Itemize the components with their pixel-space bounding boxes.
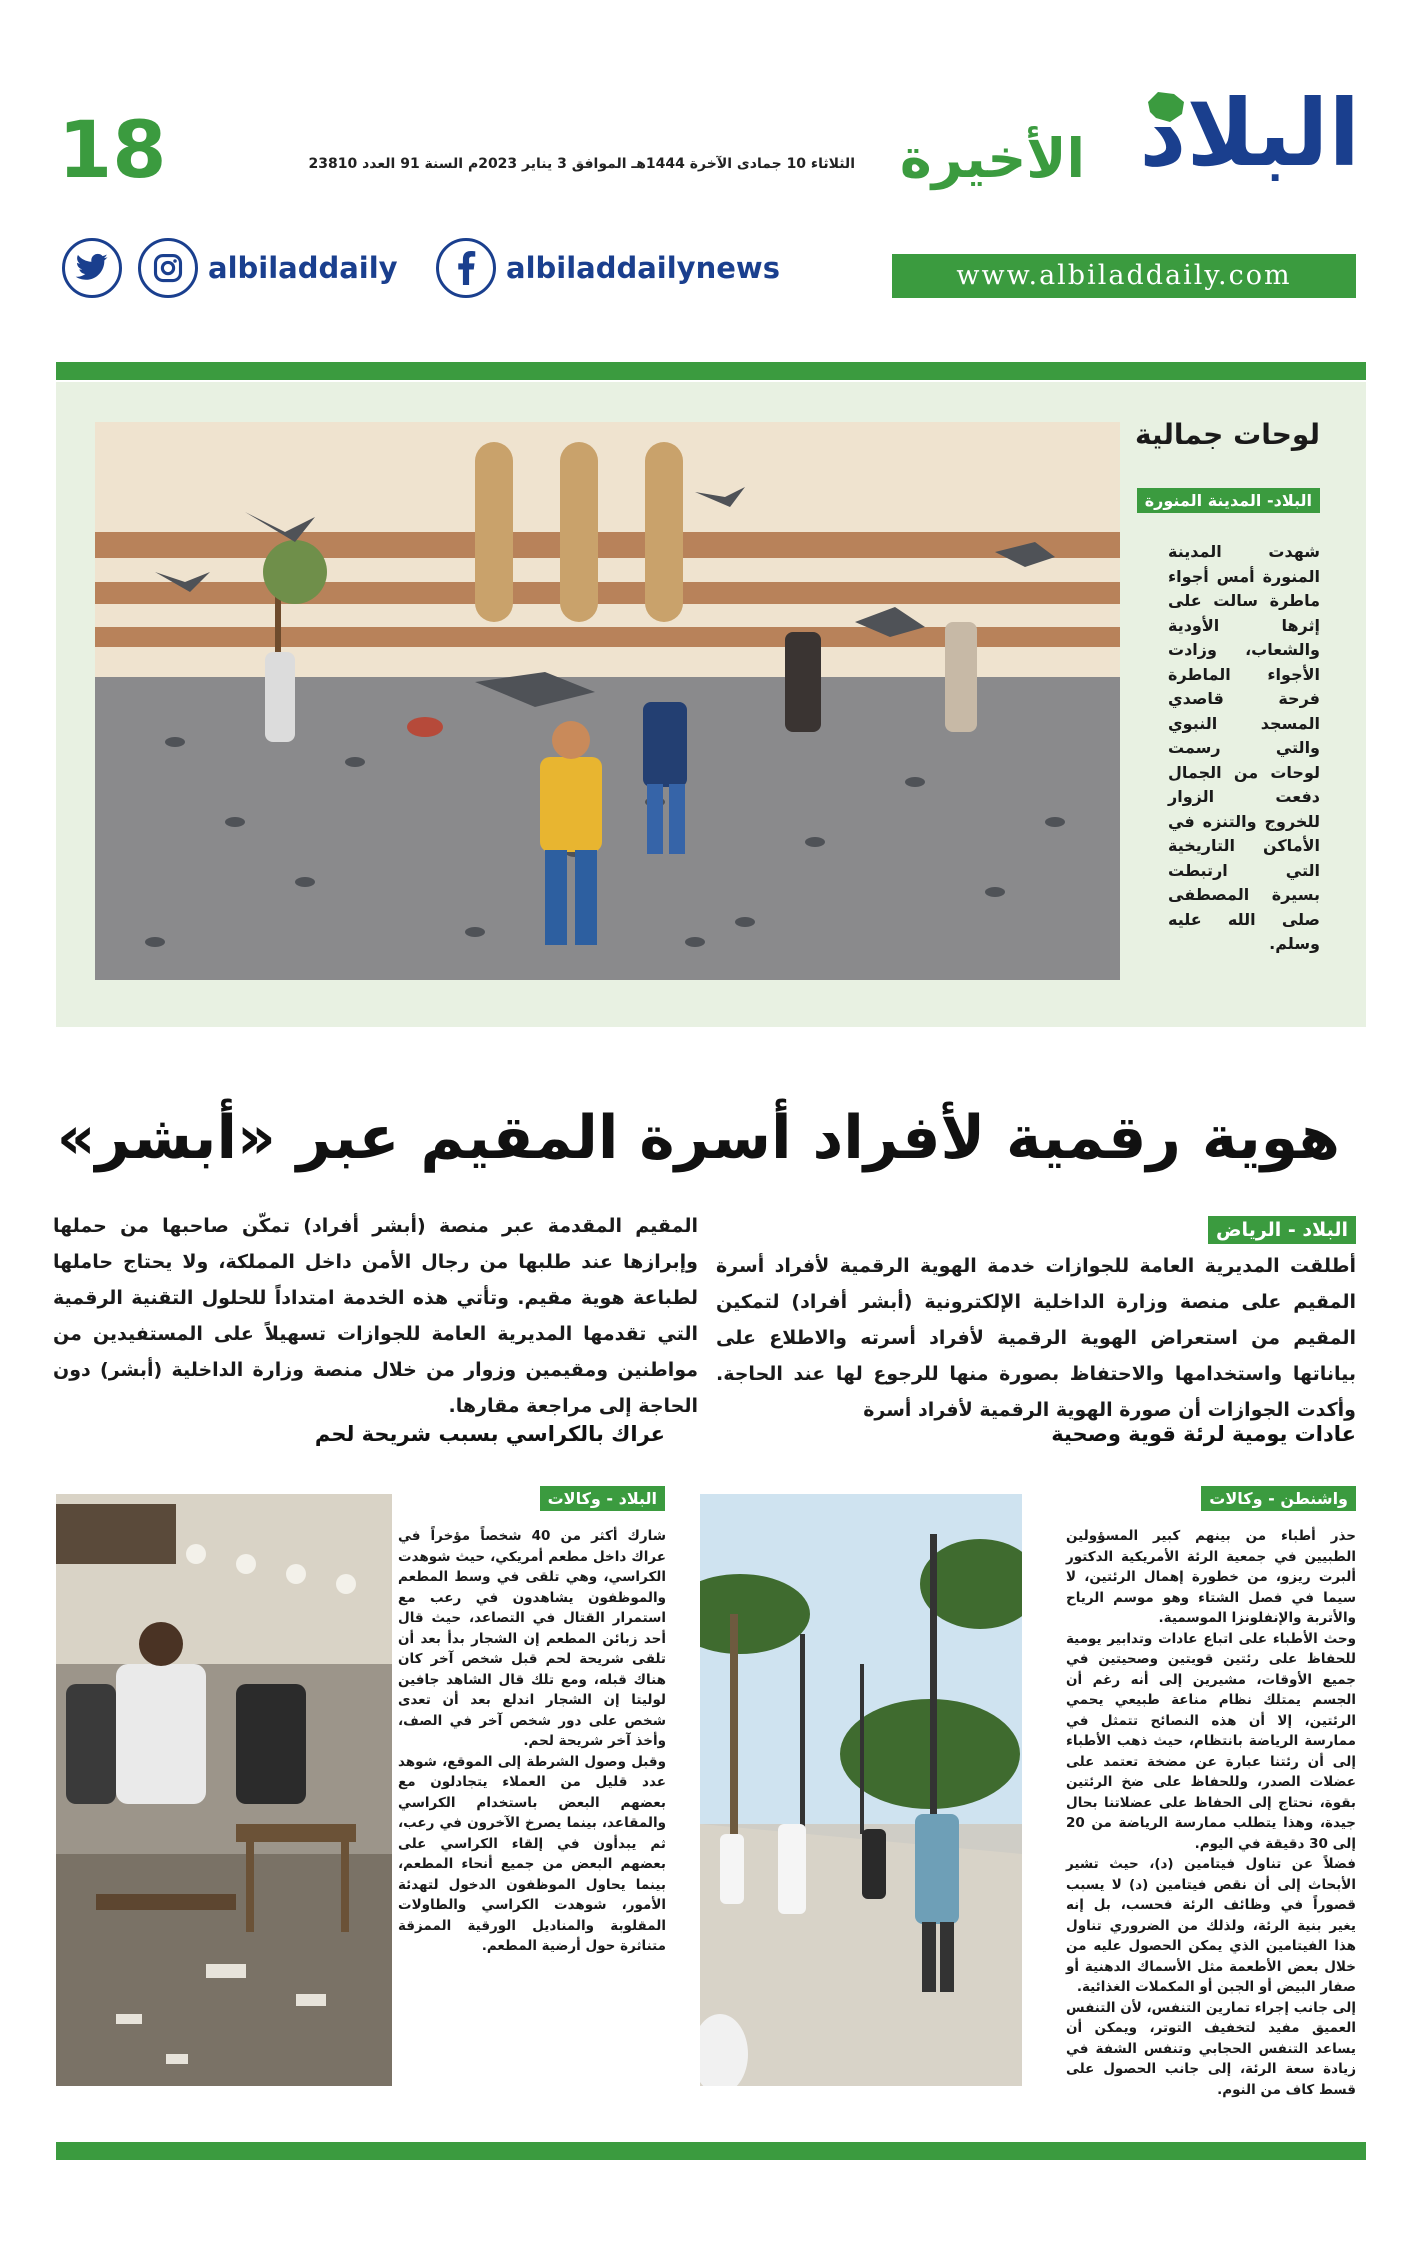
- feature-tag-label: البلاد- المدينة المنورة: [1137, 488, 1320, 513]
- logo-main-text: البلاد: [1139, 80, 1360, 187]
- instagram-icon: [138, 238, 198, 298]
- bottom-divider: [56, 2142, 1366, 2160]
- health-story-tag: [1201, 1486, 1356, 1511]
- twitter-icon: [62, 238, 122, 298]
- logo-sub-text: الأخيرة: [899, 127, 1085, 190]
- facebook-handle: albiladdailynews: [506, 251, 780, 285]
- health-photo-walkers: [700, 1494, 1022, 2086]
- health-story-title[interactable]: عادات يومية لرئة قوية وصحية: [1051, 1422, 1356, 1446]
- fight-story-tag: [540, 1486, 665, 1511]
- health-body-p2: وحث الأطباء على اتباع عادات وتدابير يومية للحفاظ على رئتين قويتين وصحيتين في جميع الأوقات، مشيرين إلى أنه رغم أن الجسم يمتلك نظام مناعة طبيعي يحمي الرئتين، إلا أن هذه النصائح تتمثل في ممارسة الرياضة بانتظام، حيث ذهب الأطباء إلى أن رئتنا عبارة عن مضخة تعتمد على عضلات الصدر، وللحفاظ على ضخ الرئتين بقوة، نحتاج إلى الحفاظ على عضلاتنا بحال جيدة، وهذا يتطلب ممارسة الرياضة من 20 إلى 30 دقيقة في اليوم.: [1066, 1630, 1356, 1852]
- fight-photo-restaurant: [56, 1494, 392, 2086]
- fight-story-body: [398, 1526, 666, 1957]
- fight-story-title[interactable]: عراك بالكراسي بسبب شريحة لحم: [314, 1422, 665, 1446]
- fight-story-tag-label: البلاد - وكالات: [540, 1486, 665, 1511]
- fight-body-p1: شارك أكثر من 40 شخصاً مؤخراً في عراك داخل مطعم أمريكي، حيث شوهدت الكراسي، وهي تلقى في وسط المطعم والموظفون يشاهدون في رعب مع استمرار القتال في التصاعد، حيث قال أحد زبائن المطعم إن الشجار بدأ بعد أن تلقى شريحة لحم قبل شخص آخر كان هناك قبله، ومع تلك قال الشاهد جافين لوليتا إن الشجار اندلع بعد أن تعدى شخص على دور شخص آخر في الصف، وأخذ آخر شريحة لحم.: [398, 1528, 666, 1749]
- health-body-p3: فضلاً عن تناول فيتامين (د)، حيث تشير الأبحاث إلى أن نقص فيتامين (د) لا يسبب قصوراً في وظائف الرئة فحسب، بل إنه يغير بنية الرئة، ولذلك من الضروري تناول هذا الفيتامين الذي يمكن الحصول عليه من خلال بعض الأطعمة مثل الأسماك الدهنية أو صفار البيض أو الجبن أو المكملات الغذائية.: [1066, 1856, 1356, 1995]
- instagram-handle: albiladdaily: [208, 251, 398, 285]
- facebook-icon: [436, 238, 496, 298]
- health-story-body: [1066, 1526, 1356, 2100]
- main-headline[interactable]: هوية رقمية لأفراد أسرة المقيم عبر «أبشر»: [56, 1103, 1340, 1173]
- health-story-tag-label: واشنطن - وكالات: [1201, 1486, 1356, 1511]
- website-url[interactable]: www.albiladdaily.com: [892, 254, 1356, 298]
- facebook-link[interactable]: [436, 236, 780, 300]
- top-divider: [56, 362, 1366, 380]
- health-body-p4: إلى جانب إجراء تمارين التنفس، لأن التنفس العميق مفيد لتخفيف التوتر، ويمكن أن يساعد التنفس الحجابي وتنفس الشفة في زيادة سعة الرئة، إلى جانب الحصول على قسط كاف من النوم.: [1066, 1999, 1356, 2098]
- fight-body-p2: وقبل وصول الشرطة إلى الموقع، شوهد عدد قليل من العملاء يتجادلون مع بعضهم البعض باستخدام الكراسي والمقاعد، بينما يصرخ الآخرون في رعب، ثم يبدأون في إلقاء الكراسي على بعضهم البعض من جميع أنحاء المطعم، بينما يحاول الموظفون الدخول لتهدئة الأمور، شوهدت الكراسي والطاولات المقلوبة والمناديل الورقية الممزقة متناثرة حول أرضية المطعم.: [398, 1753, 666, 1954]
- feature-photo-pigeons: [95, 422, 1120, 980]
- main-story-right-column: أطلقت المديرية العامة للجوازات خدمة الهوية الرقمية لأفراد أسرة المقيم على منصة وزارة الداخلية الإلكترونية (أبشر أفراد) لتمكين المقيم من استعراض الهوية الرقمية لأفراد أسرته والاطلاع على بياناتها واستخدامها والاحتفاظ بصورة منها للرجوع لها عند الحاجة. وأكدت الجوازات أن صورة الهوية الرقمية لأفراد أسرة: [716, 1255, 1356, 1421]
- main-story-left-column: المقيم المقدمة عبر منصة (أبشر أفراد) تمكّن صاحبها من حملها وإبرازها عند طلبها من رجال الأمن داخل المملكة، ولا يحتاج حاملها لطباعة هوية مقيم. وتأتي هذه الخدمة امتداداً للحلول التقنية الرقمية التي تقدمها المديرية العامة للجوازات تسهيلاً على المستفيدين من مواطنين ومقيمين وزوار من خلال منصة وزارة الداخلية (أبشر) دون الحاجة إلى مراجعة مقارها.: [53, 1215, 698, 1417]
- main-story-tag-label: البلاد - الرياض: [1208, 1216, 1356, 1244]
- feature-tag: [1137, 488, 1320, 513]
- newspaper-logo[interactable]: [890, 80, 1360, 203]
- page-number: 18: [58, 106, 167, 196]
- health-body-p1: حذر أطباء من بينهم كبير المسؤولين الطبيين في جمعية الرئة الأمريكية الدكتور ألبرت ريزو، من خطورة إهمال الرئتين، لا سيما في فصل الشتاء وهو موسم الرياح والأتربة والإنفلونزا الموسمية.: [1066, 1528, 1356, 1626]
- issue-date-line: الثلاثاء 10 جمادى الآخرة 1444هـ الموافق 3 يناير 2023م السنة 91 العدد 23810: [308, 156, 855, 172]
- feature-title: لوحات جمالية: [1134, 418, 1320, 451]
- instagram-link[interactable]: [138, 236, 398, 300]
- main-story-tag: [1208, 1216, 1356, 1244]
- twitter-link[interactable]: [62, 236, 122, 300]
- feature-body: شهدت المدينة المنورة أمس أجواء ماطرة سالت على إثرها الأودية والشعاب، وزادت الأجواء الماطرة فرحة قاصدي المسجد النبوي والتي رسمت لوحات من الجمال دفعت الزوار للخروج والتنزه في الأماكن التاريخية التي ارتبطت بسيرة المصطفى صلى الله عليه وسلم.: [1168, 542, 1320, 953]
